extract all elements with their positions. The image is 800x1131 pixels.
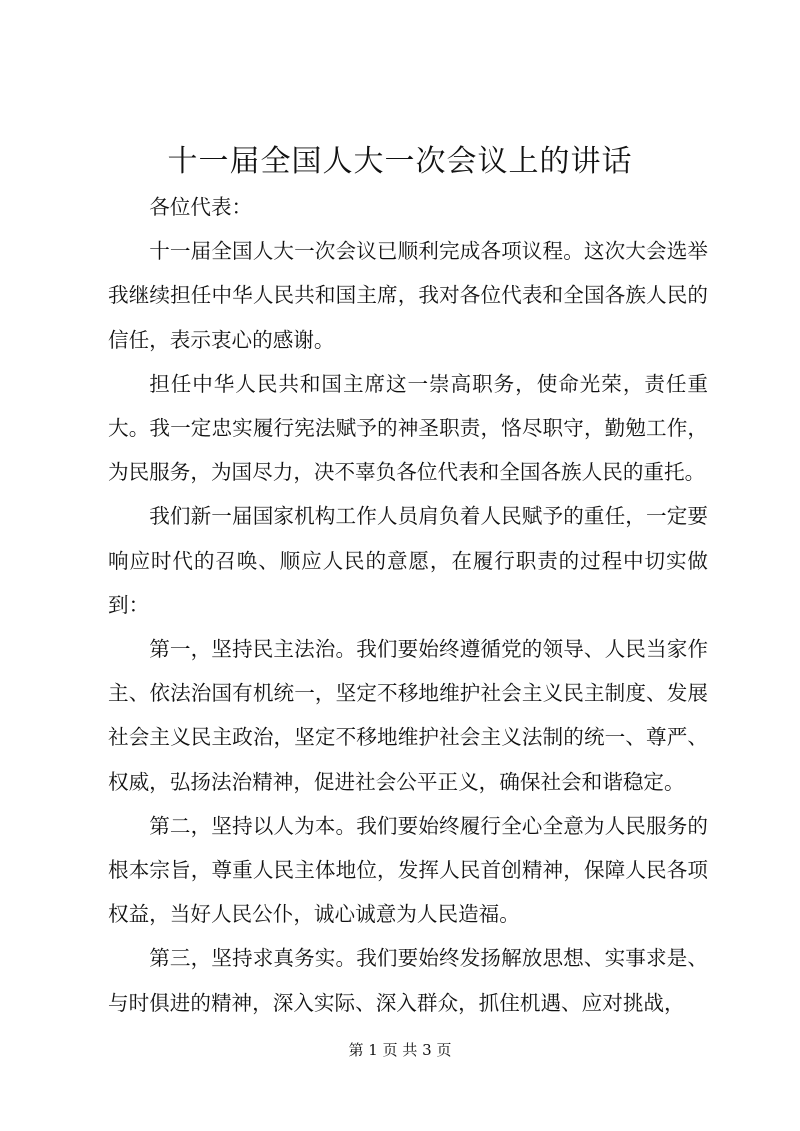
page-number-footer: 第 1 页 共 3 页: [348, 1041, 452, 1059]
paragraph: 第三，坚持求真务实。我们要始终发扬解放思想、实事求是、与时俱进的精神，深入实际、深入群众，抓住机遇、应对挑战，: [108, 946, 708, 1015]
document-body: [108, 185, 708, 1025]
salutation: 各位代表：: [149, 195, 253, 219]
paragraph: 我们新一届国家机构工作人员肩负着人民赋予的重任，一定要响应时代的召唤、顺应人民的意愿，在履行职责的过程中切实做到：: [108, 504, 708, 617]
paragraph: 担任中华人民共和国主席这一崇高职务，使命光荣，责任重大。我一定忠实履行宪法赋予的神圣职责，恪尽职守，勤勉工作，为民服务，为国尽力，决不辜负各位代表和全国各族人民的重托。: [108, 371, 708, 485]
paragraph: 第二，坚持以人为本。我们要始终履行全心全意为人民服务的根本宗旨，尊重人民主体地位，发挥人民首创精神，保障人民各项权益，当好人民公仆，诚心诚意为人民造福。: [108, 813, 708, 927]
paragraph: 第一，坚持民主法治。我们要始终遵循党的领导、人民当家作主、依法治国有机统一，坚定不移地维护社会主义民主制度、发展社会主义民主政治，坚定不移地维护社会主义法制的统一、尊严、权威，弘扬法治精神，促进社会公平正义，确保社会和谐稳定。: [108, 637, 708, 794]
page-title: 十一届全国人大一次会议上的讲话: [167, 144, 633, 179]
paragraph: 十一届全国人大一次会议已顺利完成各项议程。这次大会选举我继续担任中华人民共和国主席，我对各位代表和全国各族人民的信任，表示衷心的感谢。: [108, 239, 708, 352]
